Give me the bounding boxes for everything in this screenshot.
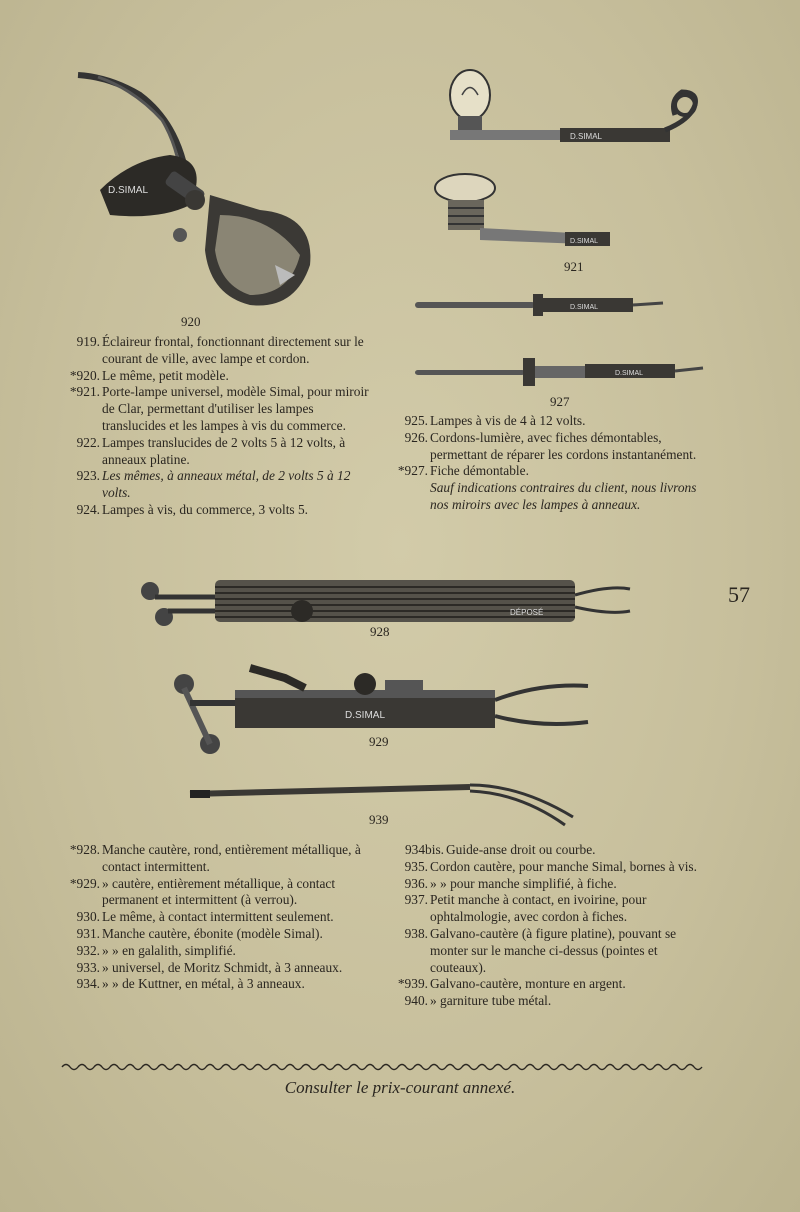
note: Sauf indications contraires du client, nous livrons nos miroirs avec les lampes à anneaux.: [430, 480, 697, 512]
figure-label: 921: [564, 259, 584, 274]
product-list-right-bottom: [392, 842, 704, 1010]
product-list-left-bottom: [64, 842, 380, 993]
brand-mark: D.SIMAL: [345, 710, 386, 721]
list-item: 925. Lampes à vis de 4 à 12 volts.: [404, 413, 586, 428]
list-item: 932. » » en galalith, simplifié.: [76, 942, 236, 958]
brand-mark: DÉPOSÉ: [510, 608, 544, 617]
product-list-left-top: [64, 334, 380, 519]
brand-mark: D.SIMAL: [108, 185, 149, 196]
list-item: 938. Galvano-cautère (à figure platine), pouvant se monter sur le manche ci-dessus (pointes et couteaux).: [404, 925, 677, 975]
brand-mark: D.SIMAL: [570, 304, 599, 311]
list-item: 933. » universel, de Moritz Schmidt, à 3 anneaux.: [76, 959, 343, 975]
figure-label: 929: [369, 734, 389, 749]
list-item: 937. Petit manche à contact, en ivoirine, pour ophtalmologie, avec cordon à fiches.: [404, 892, 647, 925]
brand-mark: D.SIMAL: [570, 238, 599, 245]
list-item: 926. Cordons-lumière, avec fiches démontables, permettant de réparer les cordons instantanément.: [404, 429, 697, 462]
list-item: 919. Éclaireur frontal, fonctionnant directement sur le courant de ville, avec lampe et cordon.: [76, 334, 364, 366]
figure-label: 927: [550, 394, 570, 409]
light-cord-illustration: [415, 290, 705, 390]
list-item: *920. Le même, petit modèle.: [69, 367, 229, 383]
page-number: 57: [728, 582, 750, 607]
product-list-right-top: [392, 413, 702, 514]
list-item: 934bis. Guide-anse droit ou courbe.: [404, 842, 596, 857]
footer-note: Consulter le prix-courant annexé.: [284, 1078, 516, 1097]
list-item: 935. Cordon cautère, pour manche Simal, bornes à vis.: [404, 858, 697, 874]
list-item: *929. » cautère, entièrement métallique, à contact permanent et intermittent (à verrou).: [69, 875, 336, 908]
list-item: 936. » » pour manche simplifié, à fiche.: [404, 875, 617, 891]
figure-label: 939: [369, 812, 389, 827]
list-item: 924. Lampes à vis, du commerce, 3 volts 5.: [76, 501, 309, 517]
figure-label: 920: [181, 314, 201, 329]
list-item: 930. Le même, à contact intermittent seulement.: [76, 909, 334, 925]
cautery-handle-928-illustration: [130, 575, 640, 630]
lamp-holder-illustration: [430, 60, 710, 260]
list-item: 940. » garniture tube métal.: [404, 993, 552, 1009]
list-item: 934. » » de Kuttner, en métal, à 3 anneaux.: [76, 976, 305, 992]
brand-mark: D.SIMAL: [615, 370, 644, 377]
list-item: 922. Lampes translucides de 2 volts 5 à 12 volts, à anneaux platine.: [76, 434, 346, 467]
list-item: *921. Porte-lampe universel, modèle Simal, pour miroir de Clar, permettant d'utiliser les lampes translucides et les lampes à vis du commerce.: [69, 384, 369, 433]
list-item: *939. Galvano-cautère, monture en argent.: [397, 976, 626, 992]
wavy-divider: [62, 1062, 698, 1072]
list-item: 923. Les mêmes, à anneaux métal, de 2 volts 5 à 12 volts.: [76, 468, 351, 501]
brand-mark: D.SIMAL: [570, 132, 603, 141]
head-lamp-illustration: [70, 65, 330, 315]
list-item: *928. Manche cautère, rond, entièrement métallique, à contact intermittent.: [69, 842, 361, 874]
list-item: 931. Manche cautère, ébonite (modèle Simal).: [76, 925, 323, 941]
list-item: *927. Fiche démontable.: [397, 463, 529, 479]
figure-label: 928: [370, 624, 390, 639]
